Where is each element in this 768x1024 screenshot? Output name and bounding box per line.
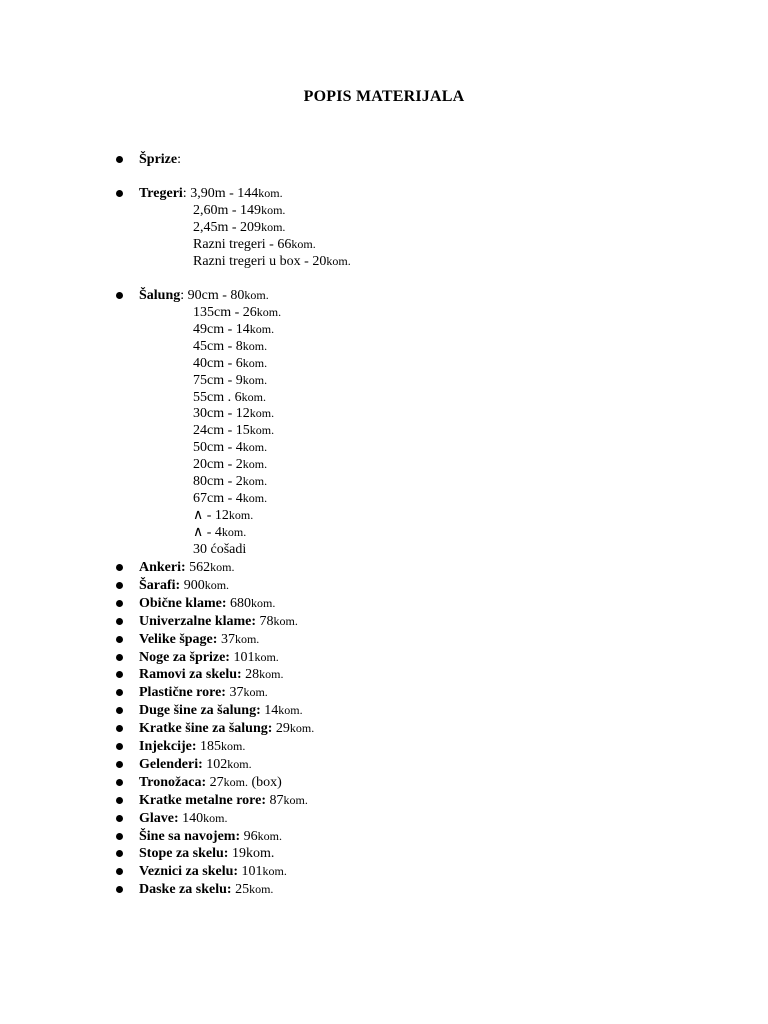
sub-item-value: 20cm - 2 (193, 457, 243, 472)
item-label: Obične klame: (139, 596, 227, 611)
item-label: Tregeri (139, 186, 183, 201)
item-value: 101 (229, 650, 255, 665)
sub-item (193, 372, 267, 389)
item-value: 25 (231, 882, 250, 897)
sub-item (193, 405, 274, 422)
sub-item (193, 236, 316, 253)
item-label: Kratke šine za šalung: (139, 721, 273, 736)
sub-item-value: 75cm - 9 (193, 373, 243, 388)
item-unit: kom. (254, 650, 279, 664)
item-label: Plastične rore: (139, 685, 226, 700)
item-unit: kom. (227, 757, 252, 771)
sub-item-value: 2,45m - 209 (193, 220, 262, 235)
bullet (116, 779, 123, 786)
sub-item-unit: kom. (242, 356, 268, 370)
bullet (116, 292, 123, 299)
item-unit: kom. (262, 864, 287, 878)
item-unit: kom. (234, 632, 260, 646)
sub-item-value: 55cm . 6 (193, 390, 242, 405)
list-item-tregeri: Tregeri: 3,90m - 144kom. (139, 186, 283, 201)
sub-item (193, 202, 285, 219)
sub-item-unit: kom. (221, 525, 247, 539)
list-item (139, 613, 298, 630)
bullet (116, 815, 123, 822)
item-unit: kom. (223, 775, 248, 789)
sub-item-value: 135cm - 26 (193, 305, 257, 320)
item-value: 562 (185, 560, 211, 575)
item-unit: kom. (243, 685, 268, 699)
item-unit: kom. (259, 667, 284, 681)
bullet (116, 886, 123, 893)
list-item (139, 684, 268, 701)
item-value: 37 (225, 685, 244, 700)
sub-item-value: ∧ - 12 (193, 508, 229, 523)
bullet (116, 156, 123, 163)
sub-item-unit: kom. (241, 390, 266, 404)
sub-item-unit: kom. (256, 305, 282, 319)
list-item-salung: Šalung: 90cm - 80kom. (139, 288, 269, 303)
item-value: 28 (241, 667, 260, 682)
sub-item (193, 490, 267, 507)
item-value: 27 (206, 775, 224, 790)
list-item (139, 756, 252, 773)
item-value: 680 (226, 596, 251, 611)
item-label: Univerzalne klame: (139, 614, 257, 629)
sub-item (193, 219, 285, 236)
bullet (116, 743, 123, 750)
bullet (116, 761, 123, 768)
sub-item-value: Razni tregeri u box - 20 (193, 254, 327, 269)
item-unit: kom. (249, 882, 274, 896)
sub-item-unit: kom. (242, 491, 268, 505)
bullet (116, 833, 123, 840)
item-label: Noge za šprize: (139, 650, 230, 665)
sub-item (193, 338, 267, 355)
sub-item (193, 422, 274, 439)
list-item (139, 631, 259, 648)
sub-item-unit: kom. (242, 339, 268, 353)
sub-item-unit: kom. (249, 322, 275, 336)
sub-item-value: 3,90m - 144 (190, 186, 259, 201)
list-item (139, 792, 308, 809)
list-item (139, 845, 274, 862)
sub-item (193, 321, 274, 338)
sub-item-value: 24cm - 15 (193, 423, 250, 438)
item-value: 29 (272, 721, 290, 736)
page-title: POPIS MATERIJALA (303, 88, 465, 105)
bullet (116, 600, 123, 607)
sub-item (193, 507, 253, 524)
item-unit: kom. (221, 739, 246, 753)
item-value: 96 (240, 829, 258, 844)
item-value: 87 (266, 793, 284, 808)
bullet (116, 850, 123, 857)
item-value: 102 (202, 757, 228, 772)
sub-item-unit: kom. (242, 373, 268, 387)
list-item (139, 595, 275, 612)
sub-item-unit: kom. (242, 474, 268, 488)
sub-item-value: 90cm - 80 (187, 288, 245, 303)
item-extra: (box) (247, 775, 282, 790)
item-label: Glave: (139, 811, 179, 826)
item-value: 19kom. (228, 846, 275, 861)
item-unit: kom. (257, 829, 282, 843)
item-label: Veznici za skelu: (139, 864, 239, 879)
list-item (139, 738, 245, 755)
sub-item (193, 304, 281, 321)
sub-item-value: ∧ - 4 (193, 525, 222, 540)
sub-item-unit: kom. (261, 220, 286, 234)
sub-item (193, 456, 267, 473)
sub-item-unit: kom. (261, 203, 286, 217)
bullet (116, 618, 123, 625)
bullet (116, 707, 123, 714)
bullet (116, 636, 123, 643)
item-unit: kom. (283, 793, 308, 807)
sub-item-unit: kom. (326, 254, 351, 268)
sub-item (193, 439, 267, 456)
sub-item (193, 355, 267, 372)
sub-item (193, 524, 246, 541)
sub-item-value: 50cm - 4 (193, 440, 243, 455)
item-unit: kom. (251, 596, 276, 610)
bullet (116, 654, 123, 661)
sub-item-value: 45cm - 8 (193, 339, 243, 354)
item-label: Šprize (139, 152, 178, 167)
sub-item-value: 40cm - 6 (193, 356, 243, 371)
list-item-sprize (139, 151, 181, 168)
item-unit: kom. (204, 578, 230, 592)
list-item (139, 720, 314, 737)
sub-item-value: 67cm - 4 (193, 491, 243, 506)
bullet (116, 564, 123, 571)
list-item (139, 828, 282, 845)
bullet (116, 797, 123, 804)
item-value: 37 (217, 632, 235, 647)
sub-item-unit: kom. (242, 440, 268, 454)
item-label: Velike špage: (139, 632, 218, 647)
item-label: Injekcije: (139, 739, 197, 754)
sub-item-value: 80cm - 2 (193, 474, 243, 489)
item-value: 140 (178, 811, 204, 826)
item-label: Stope za skelu: (139, 846, 229, 861)
item-label: Ankeri: (139, 560, 186, 575)
bullet (116, 671, 123, 678)
list-item (139, 666, 284, 683)
list-item (139, 702, 303, 719)
list-item (139, 810, 228, 827)
item-value: 78 (256, 614, 274, 629)
sub-item (193, 389, 266, 406)
item-unit: kom. (203, 811, 228, 825)
item-unit: kom. (210, 560, 235, 574)
item-value: 185 (196, 739, 222, 754)
bullet (116, 725, 123, 732)
sub-item-unit: kom. (291, 237, 316, 251)
sub-item-unit: kom. (228, 508, 254, 522)
bullet (116, 689, 123, 696)
item-value: 14 (260, 703, 279, 718)
list-item (139, 881, 273, 898)
sub-item (193, 253, 351, 270)
sub-item-unit: kom. (242, 457, 268, 471)
item-label: Šine sa navojem: (139, 829, 241, 844)
list-item (139, 577, 229, 594)
sub-item-unit: kom. (249, 423, 275, 437)
item-label: Tronožaca: (139, 775, 207, 790)
sub-item-value: 30 ćošadi (193, 542, 247, 557)
item-value: 101 (238, 864, 263, 879)
sub-item-value: 30cm - 12 (193, 406, 250, 421)
sub-item-value: 2,60m - 149 (193, 203, 262, 218)
sub-item-unit: kom. (249, 406, 275, 420)
item-unit: kom. (278, 703, 303, 717)
item-separator: : (177, 152, 181, 167)
bullet (116, 582, 123, 589)
item-label: Šarafi: (139, 578, 181, 593)
item-value: 900 (180, 578, 205, 593)
list-item (139, 649, 279, 666)
sub-item-unit: kom. (244, 288, 269, 302)
list-item (139, 863, 287, 880)
sub-item (193, 473, 267, 490)
item-label: Šalung (139, 288, 181, 303)
bullet (116, 868, 123, 875)
sub-item-unit: kom. (258, 186, 283, 200)
item-label: Duge šine za šalung: (139, 703, 261, 718)
item-label: Ramovi za skelu: (139, 667, 242, 682)
bullet (116, 190, 123, 197)
list-item (139, 774, 282, 791)
sub-item (193, 541, 246, 558)
item-unit: kom. (273, 614, 298, 628)
item-label: Daske za skelu: (139, 882, 232, 897)
item-label: Kratke metalne rore: (139, 793, 266, 808)
sub-item-value: 49cm - 14 (193, 322, 250, 337)
list-item (139, 559, 235, 576)
sub-item-value: Razni tregeri - 66 (193, 237, 292, 252)
item-label: Gelenderi: (139, 757, 203, 772)
item-unit: kom. (289, 721, 315, 735)
